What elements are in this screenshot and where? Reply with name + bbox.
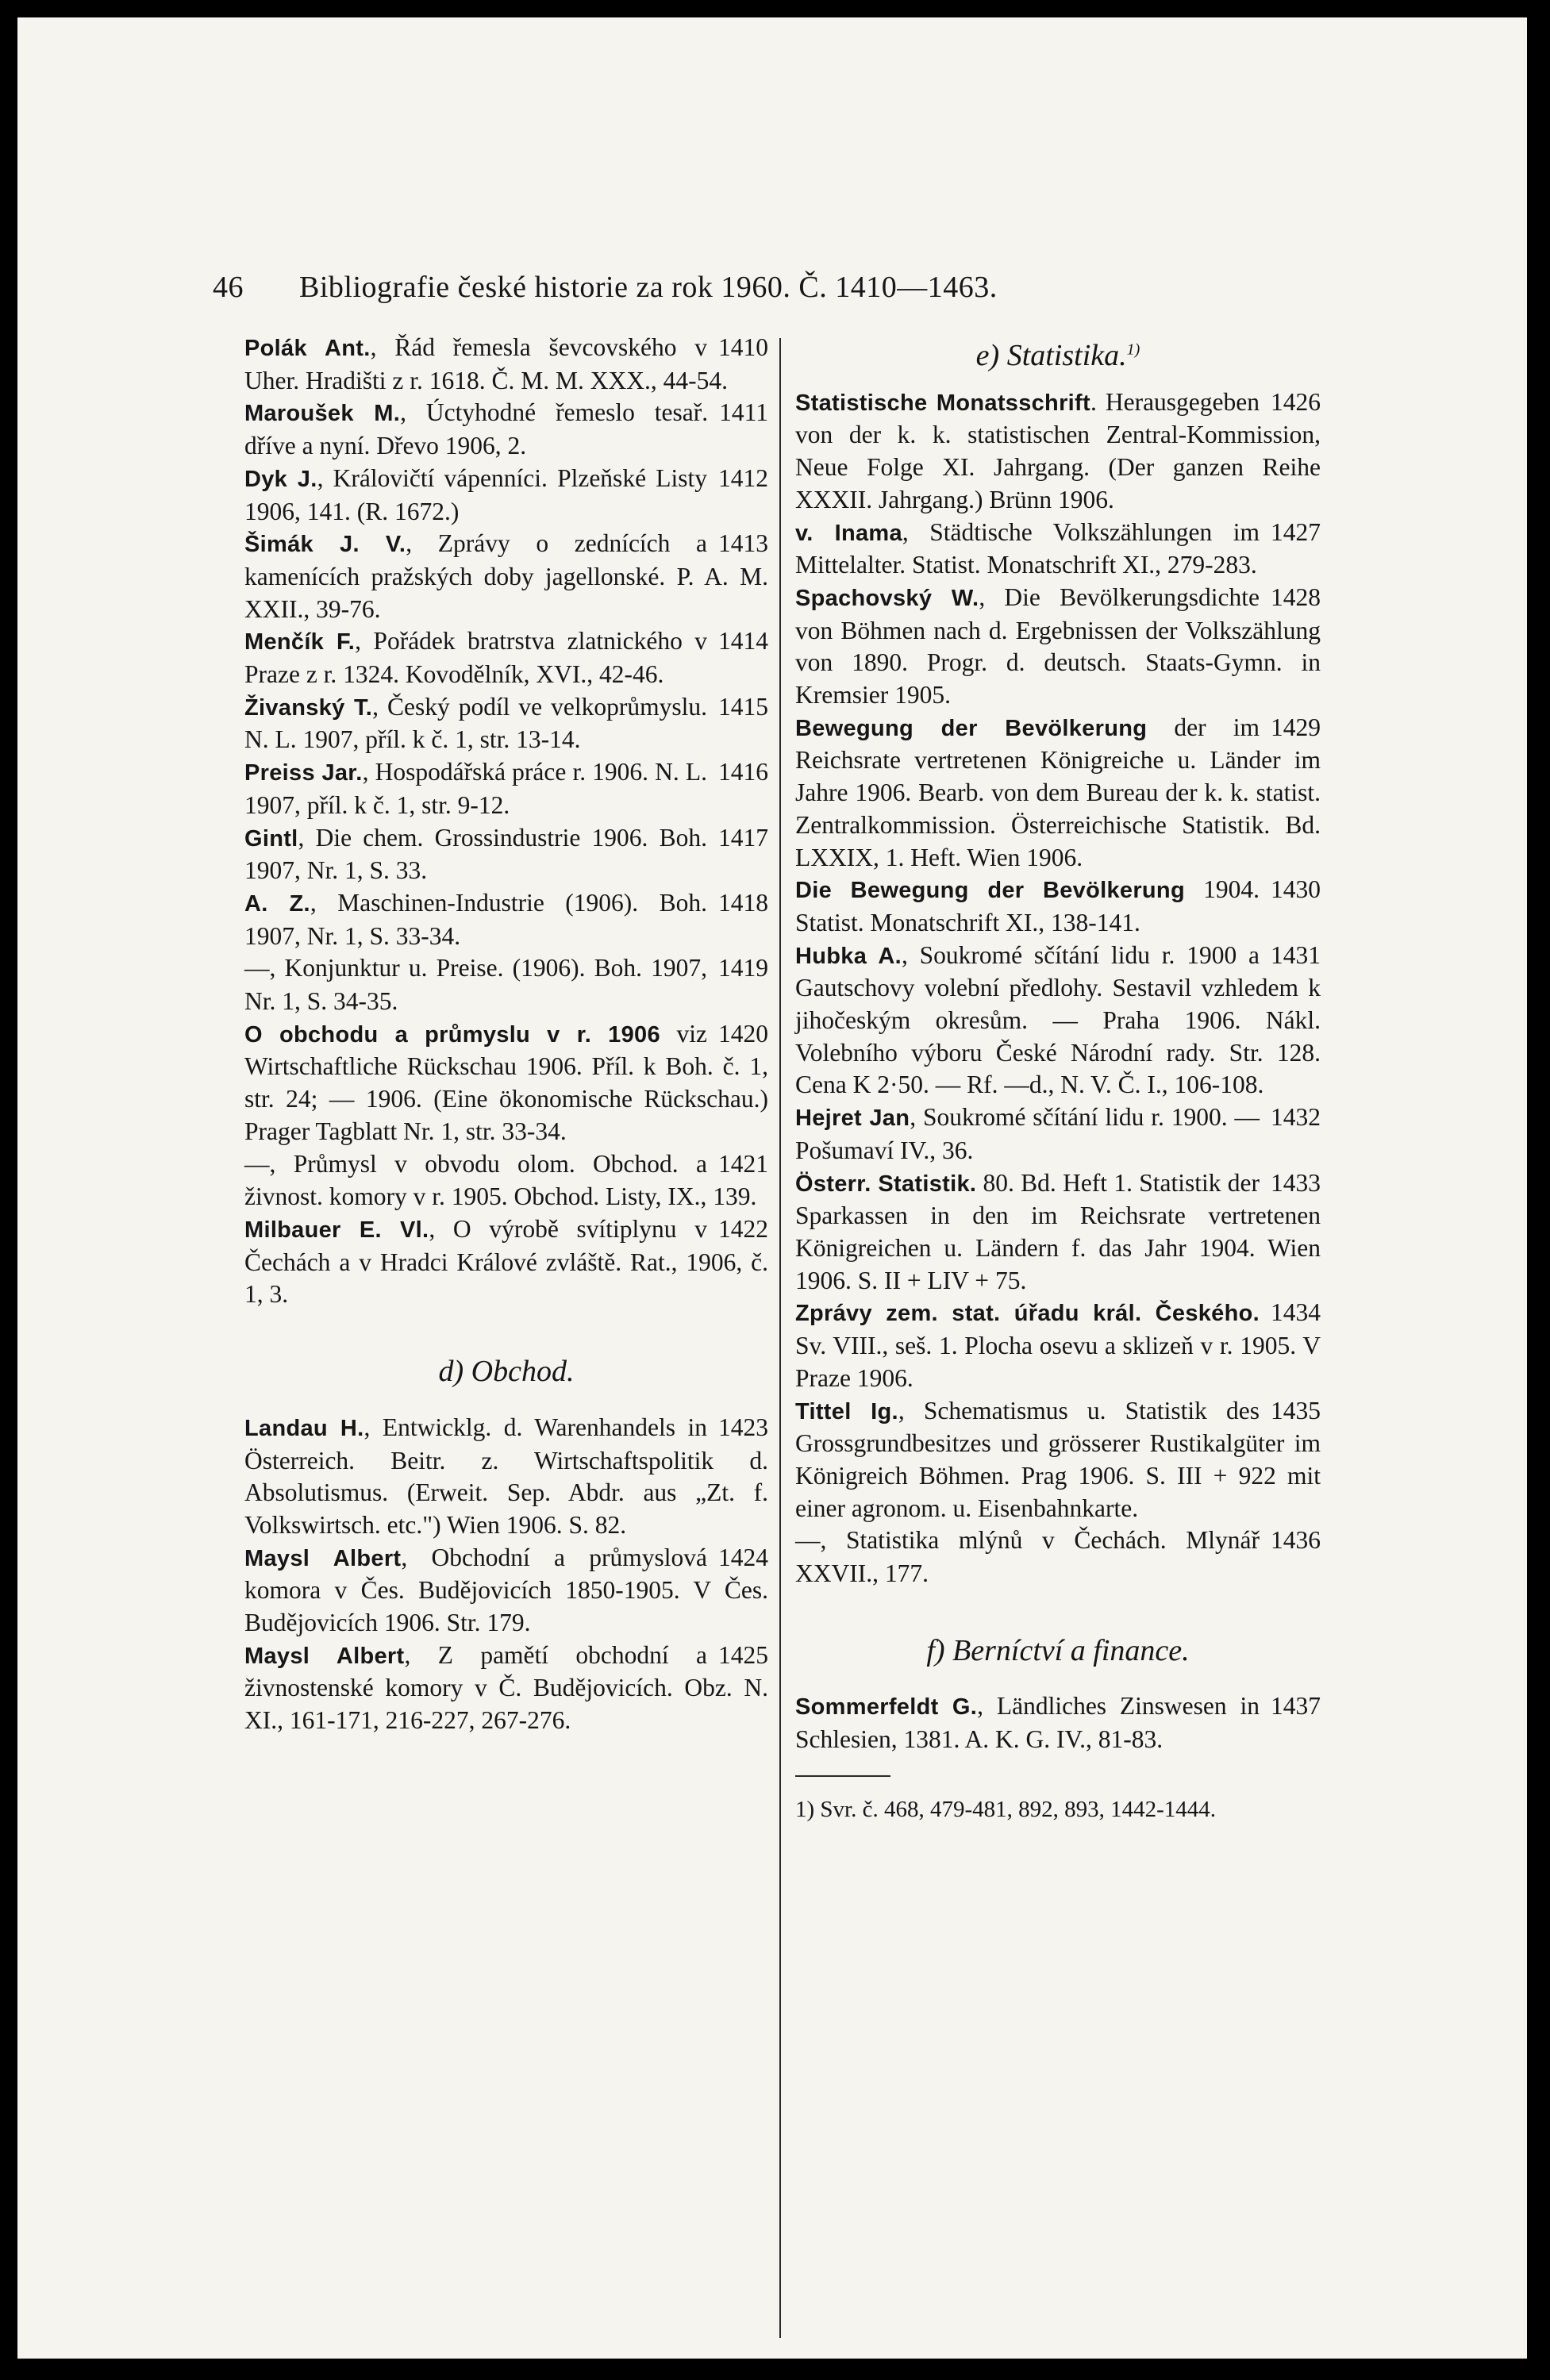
entry-text: , Städtische Volkszählungen im Mittelalter. Statist. Monatschrift XI., 279-283.	[795, 517, 1260, 579]
bibliography-entry	[795, 1102, 1321, 1167]
entry-text: , Řád řemesla ševcovského v Uher. Hradišti z r. 1618. Č. M. M. XXX., 44-54.	[244, 333, 728, 394]
entry-number: 1433	[1271, 1168, 1321, 1197]
right-column	[795, 332, 1321, 1824]
entry-author: Polák Ant.	[244, 336, 371, 361]
entry-number: 1432	[1271, 1103, 1321, 1132]
entry-number: 1413	[718, 529, 768, 558]
entry-author: Maysl Albert	[244, 1643, 405, 1669]
bibliography-entry	[244, 463, 768, 528]
entry-author: Zprávy zem. stat. úřadu král. Českého.	[795, 1301, 1260, 1327]
entry-number: 1436	[1271, 1526, 1321, 1555]
entry-number: 1429	[1271, 713, 1321, 741]
entry-text: , Český podíl ve velkoprůmyslu. N. L. 1907, příl. k č. 1, str. 13-14.	[244, 692, 707, 754]
entry-text: , Die Bevölkerungsdichte von Böhmen nach d. Ergebnissen der Volkszählung von 1890. Progr. d. deutsch. Staats-Gymn. in Kremsier 1905.	[795, 583, 1321, 709]
bibliography-entry	[795, 712, 1321, 875]
bibliography-entry	[244, 1018, 768, 1148]
entry-text: , Zprávy o zednících a kamenících pražských doby jagellonské. P. A. M. XXII., 39-76.	[244, 529, 768, 623]
bibliography-entry	[244, 691, 768, 756]
bibliography-entry	[244, 1148, 768, 1213]
entry-author: Österr. Statistik.	[795, 1171, 977, 1197]
entry-text: , Úctyhodné řemeslo tesař. dříve a nyní. Dřevo 1906, 2.	[244, 398, 709, 460]
entry-author: Sommerfeldt G.	[795, 1694, 978, 1721]
entry-text: 1904. Statist. Monatschrift XI., 138-141.	[795, 875, 1260, 936]
page-number: 46	[213, 271, 244, 304]
column-divider	[779, 338, 781, 2338]
entry-number: 1427	[1271, 517, 1321, 546]
entry-author: Maroušek M.	[244, 401, 401, 427]
entry-number: 1410	[718, 333, 768, 361]
entry-text: . Herausgegeben von der k. k. statistischen Zentral-Kommission, Neue Folge XI. Jahrgang. (Der ganzen Reihe XXXII. Jahrgang.) Brünn 1906.	[795, 387, 1321, 513]
entry-number: 1417	[718, 823, 768, 852]
entry-text: , Soukromé sčítání lidu r. 1900 a Gautschovy volební předlohy. Sestavil vzhledem k jihočeským okresům. — Praha 1906. Nákl. Volebního výboru České Národní rady. Str. 128. Cena K 2·50. — Rf. —d., N. V. Č. I., 106-108.	[795, 940, 1321, 1099]
bibliography-entry	[244, 887, 768, 952]
bibliography-entry	[244, 756, 768, 821]
bibliography-entry	[795, 582, 1321, 712]
entries-right-b	[795, 1690, 1321, 1755]
bibliography-entry	[244, 528, 768, 625]
entry-text: —, Konjunktur u. Preise. (1906). Boh. 1907, Nr. 1, S. 34-35.	[244, 954, 707, 1016]
running-head	[213, 270, 998, 305]
bibliography-entry	[244, 1213, 768, 1311]
entry-text: der im Reichsrate vertretenen Königreiche u. Länder im Jahre 1906. Bearb. von dem Bureau der k. k. statist. Zentralkommission. Österreichische Statistik. Bd. LXXIX, 1. Heft. Wien 1906.	[795, 713, 1321, 871]
entry-author: Hejret Jan	[795, 1105, 910, 1132]
entry-author: Hubka A.	[795, 943, 902, 969]
entry-author: Menčík F.	[244, 629, 356, 656]
entry-text: , Entwicklg. d. Warenhandels in Österreich. Beitr. z. Wirtschaftspolitik d. Absolutismus. (Erweit. Sep. Abdr. aus „Zt. f. Volkswirtsch. etc.") Wien 1906. S. 82.	[244, 1413, 768, 1539]
bibliography-entry	[244, 822, 768, 887]
entry-text: , Ländliches Zinswesen in Schlesien, 1381. A. K. G. IV., 81-83.	[795, 1692, 1260, 1754]
entry-author: Tittel Ig.	[795, 1398, 898, 1425]
entry-number: 1416	[718, 758, 768, 786]
entry-number: 1434	[1271, 1298, 1321, 1327]
bibliography-entry	[795, 940, 1321, 1102]
entry-number: 1414	[718, 627, 768, 656]
left-column	[244, 332, 768, 1737]
entry-author: Bewegung der Bevölkerung	[795, 715, 1148, 741]
bibliography-entry	[244, 952, 768, 1017]
bibliography-entry	[795, 386, 1321, 517]
entry-author: Šimák J. V.	[244, 532, 406, 558]
document-page	[17, 17, 1527, 2359]
entry-number: 1431	[1271, 940, 1321, 969]
bibliography-entry	[795, 1167, 1321, 1298]
entry-number: 1422	[718, 1214, 768, 1243]
entry-author: Landau H.	[244, 1415, 364, 1441]
entry-text: , Pořádek bratrstva zlatnického v Praze z r. 1324. Kovodělník, XVI., 42-46.	[244, 627, 707, 689]
entry-author: Maysl Albert	[244, 1545, 402, 1571]
bibliography-entry	[244, 397, 768, 462]
entry-text: , Hospodářská práce r. 1906. N. L. 1907, příl. k č. 1, str. 9-12.	[244, 758, 707, 819]
bibliography-entry	[795, 517, 1321, 582]
entry-author: Dyk J.	[244, 466, 317, 492]
entry-text: viz Wirtschaftliche Rückschau 1906. Příl. k Boh. č. 1, str. 24; — 1906. (Eine ökonomische Rückschau.) Prager Tagblatt Nr. 1, str. 33-34.	[244, 1019, 768, 1145]
entry-text: —, Statistika mlýnů v Čechách. Mlynář XXVII., 177.	[795, 1526, 1260, 1588]
bibliography-entry	[244, 625, 768, 690]
entry-number: 1419	[718, 954, 768, 982]
entries-left-a	[244, 332, 768, 1311]
entry-author: Statistische Monatsschrift	[795, 390, 1090, 416]
footnote-marker: 1)	[1126, 340, 1140, 359]
entry-number: 1423	[718, 1413, 768, 1441]
entry-number: 1421	[718, 1149, 768, 1178]
section-heading-statistika	[795, 340, 1321, 372]
bibliography-entry	[244, 1640, 768, 1737]
section-heading-statistika-text: e) Statistika.	[975, 339, 1127, 372]
footnote: 1) Svr. č. 468, 479-481, 892, 893, 1442-1444.	[795, 1796, 1217, 1822]
bibliography-entry	[795, 1297, 1321, 1394]
entry-text: , Královičtí vápenníci. Plzeňské Listy 1906, 141. (R. 1672.)	[244, 463, 707, 525]
entry-number: 1426	[1271, 387, 1321, 416]
entry-text: , Soukromé sčítání lidu r. 1900. — Pošumaví IV., 36.	[795, 1103, 1260, 1164]
entry-author: Die Bewegung der Bevölkerung	[795, 878, 1185, 904]
entry-text: , Die chem. Grossindustrie 1906. Boh. 1907, Nr. 1, S. 33.	[244, 823, 707, 885]
entry-author: Živanský T.	[244, 694, 373, 721]
entry-number: 1424	[718, 1543, 768, 1571]
entry-number: 1411	[719, 398, 768, 427]
bibliography-entry	[244, 332, 768, 397]
entry-number: 1437	[1271, 1692, 1321, 1721]
section-heading-bernictvi: f) Berníctví a finance.	[926, 1633, 1190, 1667]
entry-author: Spachovský W.	[795, 585, 979, 611]
entry-number: 1418	[718, 888, 768, 917]
entries-left-b	[244, 1412, 768, 1737]
entry-text: , Z pamětí obchodní a živnostenské komory v Č. Budějovicích. Obz. N. XI., 161-171, 216-227, 267-276.	[244, 1640, 768, 1735]
entry-author: Milbauer E. Vl.	[244, 1217, 429, 1243]
entry-number: 1428	[1271, 583, 1321, 611]
entry-text: Sv. VIII., seš. 1. Plocha osevu a sklizeň v r. 1905. V Praze 1906.	[795, 1332, 1321, 1392]
entry-number: 1415	[718, 692, 768, 721]
entry-author: v. Inama	[795, 520, 902, 546]
entry-text: —, Průmysl v obvodu olom. Obchod. a živnost. komory v r. 1905. Obchod. Listy, IX., 139.	[244, 1149, 757, 1211]
entry-author: Preiss Jar.	[244, 760, 363, 786]
entry-author: O obchodu a průmyslu v r. 1906	[244, 1021, 660, 1048]
bibliography-entry	[795, 1525, 1321, 1590]
section-heading-obchod: d) Obchod.	[438, 1355, 575, 1389]
entry-text: , O výrobě svítiplynu v Čechách a v Hradci Králové zvláště. Rat., 1906, č. 1, 3.	[244, 1214, 768, 1309]
entry-text: , Obchodní a průmyslová komora v Čes. Budějovicích 1850-1905. V Čes. Budějovicích 1906. Str. 179.	[244, 1543, 768, 1637]
bibliography-entry	[795, 874, 1321, 939]
page-header-title: Bibliografie české historie za rok 1960. Č. 1410—1463.	[299, 271, 998, 304]
entry-number: 1425	[718, 1640, 768, 1669]
entries-right-a	[795, 386, 1321, 1590]
entry-text: , Schematismus u. Statistik des Grossgrundbesitzes und grösserer Rustikalgüter im Königreich Böhmen. Prag 1906. S. III + 922 mit einer agronom. u. Eisenbahnkarte.	[795, 1396, 1321, 1522]
entry-number: 1435	[1271, 1396, 1321, 1425]
footnote-rule	[795, 1775, 890, 1777]
bibliography-entry	[244, 1542, 768, 1640]
entry-number: 1430	[1271, 875, 1321, 904]
entry-number: 1420	[718, 1019, 768, 1048]
bibliography-entry	[795, 1395, 1321, 1525]
bibliography-entry	[244, 1412, 768, 1542]
entry-text: , Maschinen-Industrie (1906). Boh. 1907, Nr. 1, S. 33-34.	[244, 888, 707, 950]
entry-author: Gintl	[244, 825, 298, 852]
entry-number: 1412	[718, 463, 768, 492]
entry-text: 80. Bd. Heft 1. Statistik der Sparkassen in den im Reichsrate vertretenen Königreichen u. Ländern f. das Jahr 1904. Wien 1906. S. II + LIV + 75.	[795, 1168, 1321, 1294]
entry-author: A. Z.	[244, 890, 310, 917]
bibliography-entry	[795, 1690, 1321, 1755]
